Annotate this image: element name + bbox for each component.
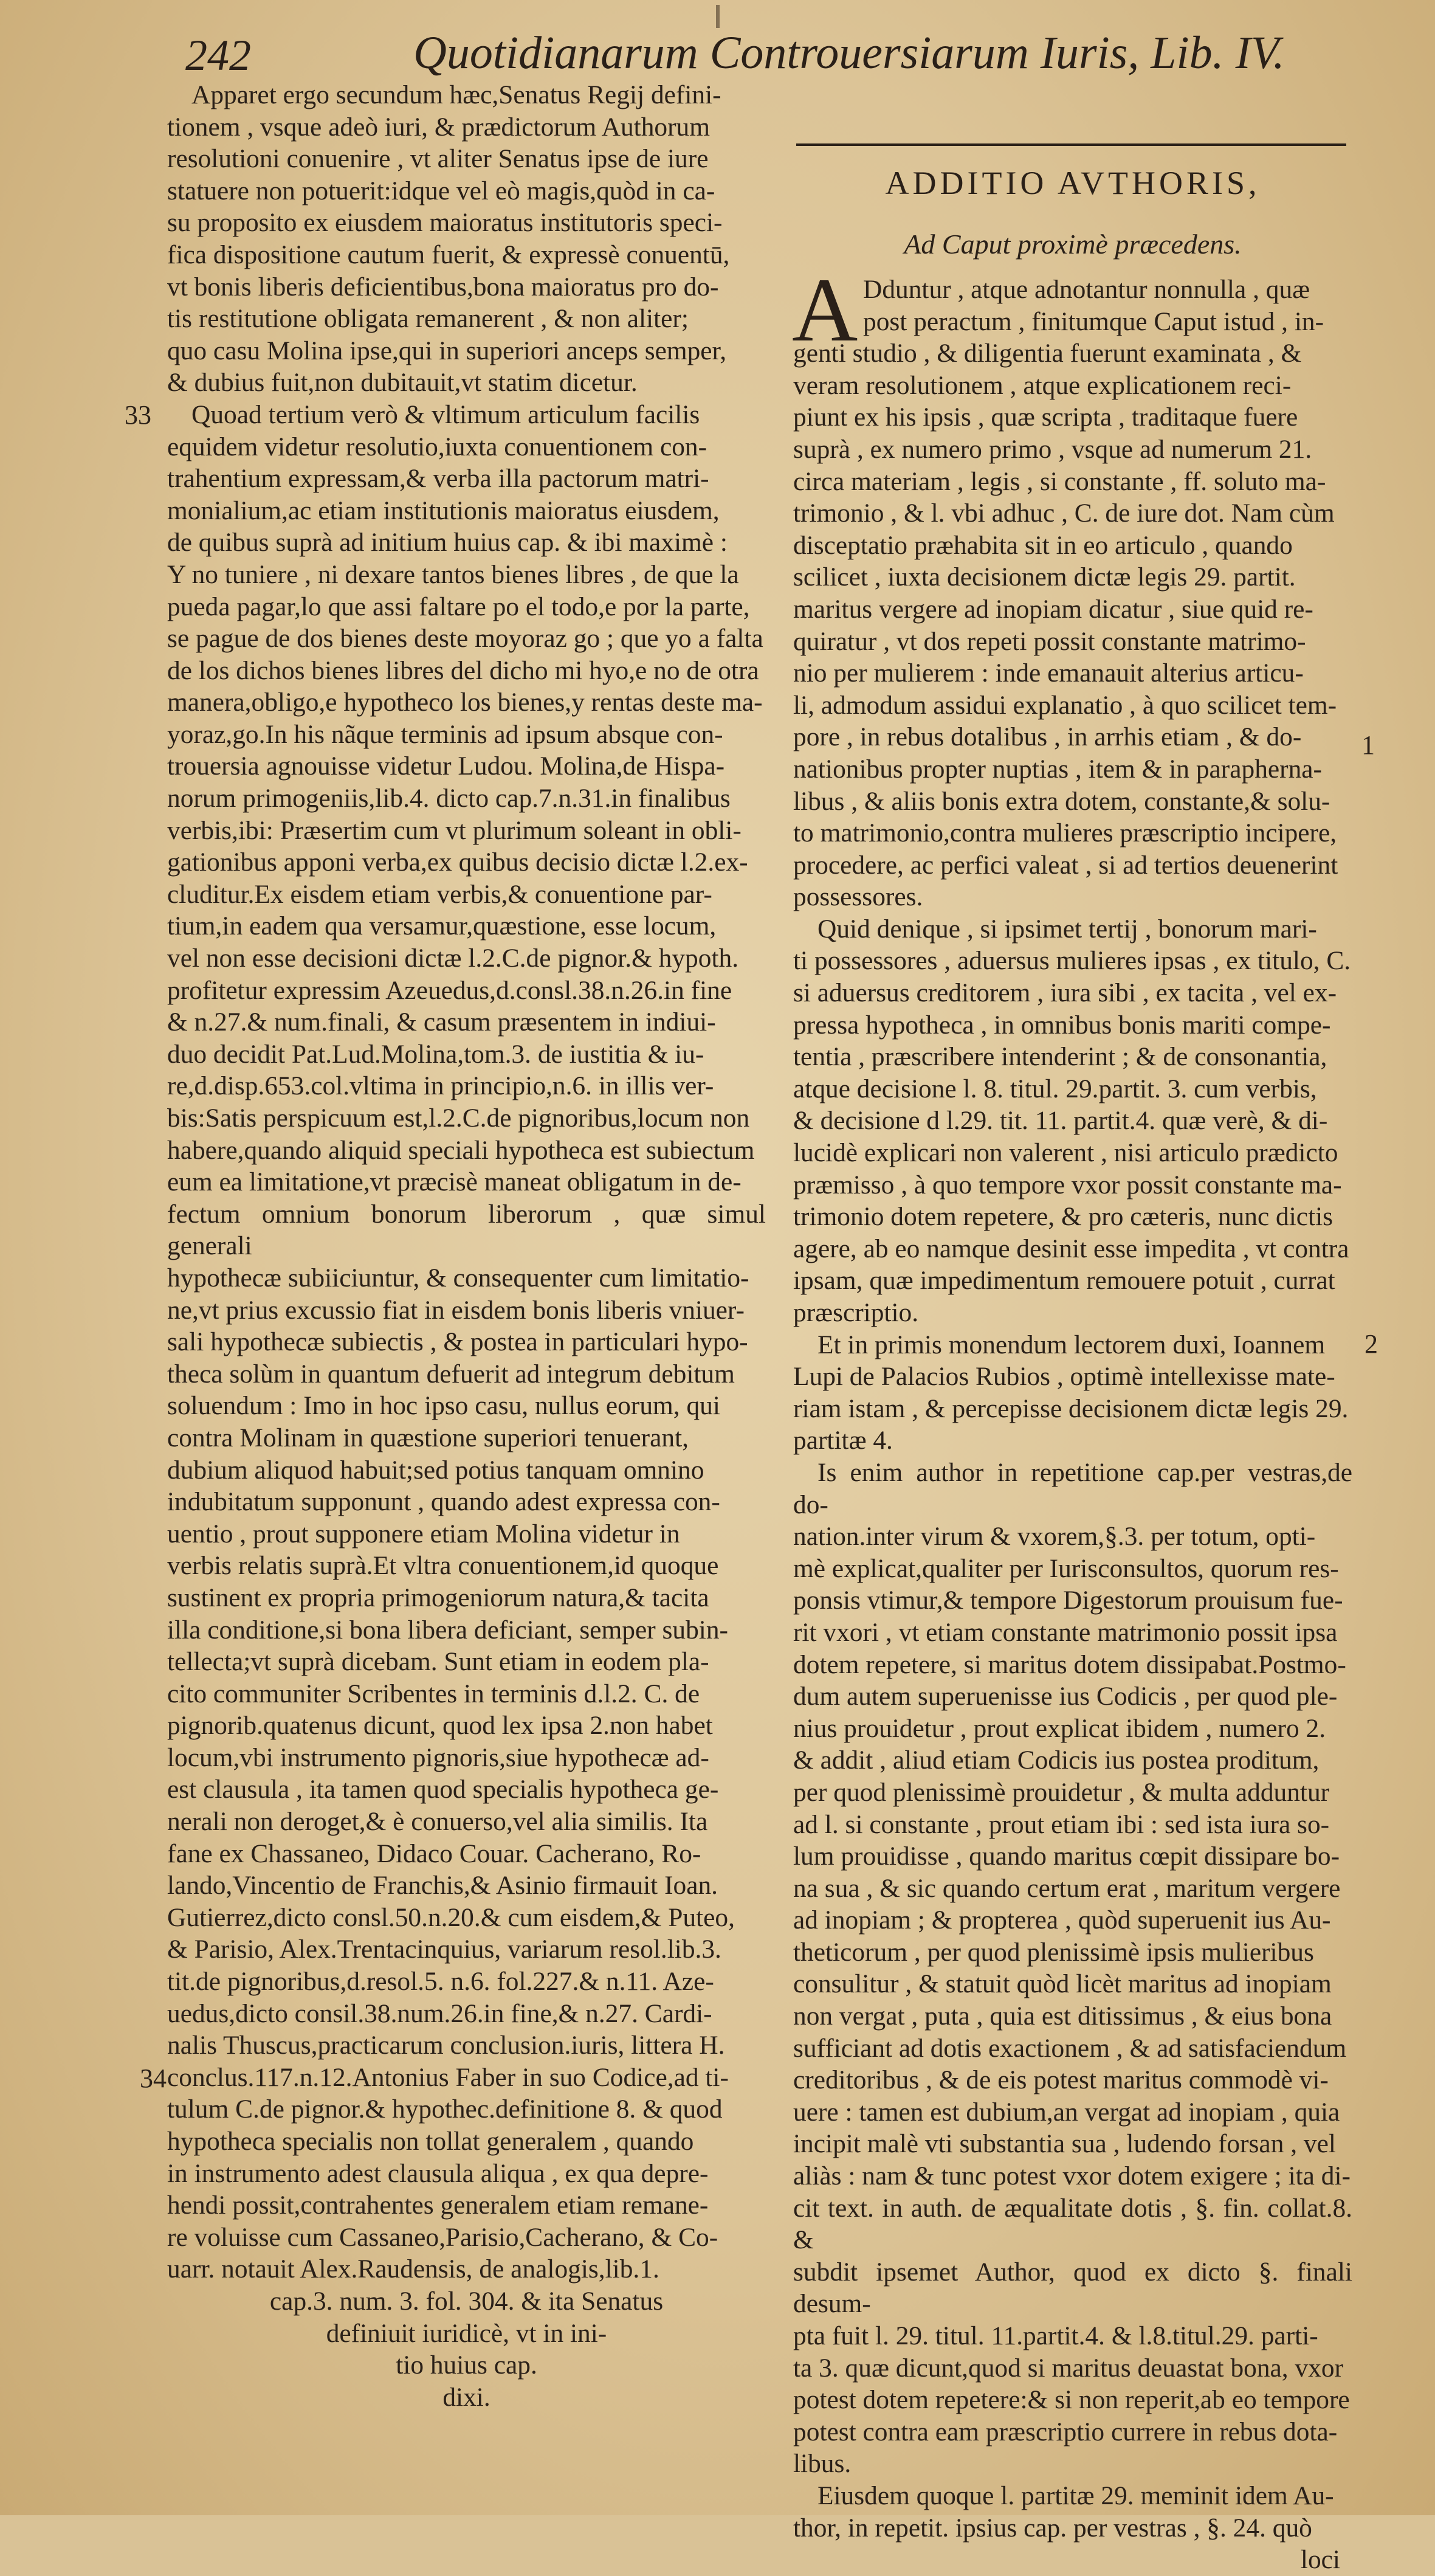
right-paragraph-1: genti studio , & diligentia fuerunt examinata , & veram resolutionem , atque explicationem reci- piunt ex his ipsis , quæ scripta , traditaque fuere suprà , ex numero primo , vsque ad numerum 21. circa materiam , legis , si constante , ff. soluto ma- trimonio , & l. vbi adhuc , C. de iure dot. Nam cùm disceptatio præhabita sit in eo articulo , quando scilicet , iuxta decisionem dictæ legis 29. partit. maritus vergere ad inopiam dicatur , siue quid re- quiratur , vt dos repeti possit constante matrimo- nio per mulierem : inde emanauit alterius articu- li, admodum assidui explanatio , à quo scilicet tem- pore , in rebus dotalibus , in arrhis etiam , & do- nationibus propter nuptias , item & in paraphernа- libus , & aliis bonis extra dotem, constante,& solu- to matrimonio,contra mulieres præscriptio incipere, procedere, ac perfici valeat , si ad tertios deuenerint possessores. [793,339,1338,912]
section-subtitle: Ad Caput proximè præcedens. [904,229,1242,260]
left-closing-line-2: definiuit iuridicè, vt in ini- [326,2318,607,2348]
drop-cap: A [792,260,858,361]
right-second-line: post peractum , finitumque Caput istud , in- [863,306,1324,336]
left-closing-line-4: dixi. [442,2382,490,2412]
margin-number-33: 33 [125,400,151,430]
right-first-line: Dduntur , atque adnotantur nonnulla , quæ [863,275,1310,304]
left-paragraph-1: Apparet ergo secundum hæc,Senatus Regij defini- tionem , vsque adeò iuri, & prædictorum Authorum resolutioni conuenire , vt aliter Senatus ipse de iure statuere non potuerit:idque vel eò magis,quòd in ca- su proposito ex eiusdem maioratus institutoris speci- fica dispositione cautum fuerit, & expressè conuentū, vt bonis liberis deficientibus,bona maioratus pro do- tis restitutione obligata remanerent , & non aliter; quo casu Molina ipse,qui in superiori anceps semper, & dubius fuit,non dubitauit,vt statim dicetur. [167,80,730,398]
right-paragraph-4: Is enim author in repetitione cap.per vestras,de do- nation.inter virum & vxorem,§.3. per totum, opti- mè explicat,qualiter per Iurisconsultos, quorum res- ponsis vtimur,& tempore Digestorum prouisum fue- rit vxori , vt etiam constante matrimonio possit ipsa dotem repetere, si maritus dotem dissipabat.Postmo- dum autem superuenisse ius Codicis , per quod ple- nius prouidetur , prout explicat ibidem , numero 2. & addit , aliud etiam Codicis ius postea proditum, per quod plenissimè prouidetur , & multa adduntur ad l. si constante , prout etiam ibi : sed ista iura so- lum prouidisse , quando maritus cœpit dissipare bo- na sua , & sic quando certum erat , maritum vergere ad inopiam ; & propterea , quòd superuenit ius Au- theticorum , per quod plenissimè ipsis mulieribus consulitur , & statuit quòd licèt maritus ad inopiam non vergat , puta , quia est ditissimus , & eius bona sufficiant ad dotis exactionem , & ad satisfaciendum creditoribus , & de eis potest maritus commodè vi- uere : tamen est dubium,an vergat ad inopiam , quia incipit malè vti substantia sua , ludendo forsan , vel aliàs : nam & tunc potest vxor dotem exigere ; ita di- cit text. in auth. de æqualitate dotis , §. fin. collat.8. & subdit ipsemet Author, quod ex dicto §. finali desum- pta fuit l. 29. titul. 11.partit.4. & l.8.titul.29. parti- ta 3. quæ dicunt,quod si maritus deuastat bona, vxor potest dotem repetere:& si non reperit,ab eo tempore potest contra eam præscriptio currere in rebus dota- libus. [793,1457,1352,2479]
right-paragraph-3: Et in primis monendum lectorem duxi, Ioannem Lupi de Palacios Rubios , optimè intellexisse mate- riam istam , & percepisse decisionem dictæ legis 29. partitæ 4. [793,1330,1349,1455]
left-closing-line-1: cap.3. num. 3. fol. 304. & ita Senatus [269,2286,664,2316]
page-number: 242 [185,31,251,80]
running-title: Quotidianarum Controuersiarum Iuris, Lib. IV. [413,27,1285,78]
left-column [167,79,766,2413]
left-closing-line-3: tio huius cap. [396,2350,537,2380]
section-title: ADDITIO AVTHORIS, [885,165,1261,201]
binding-mark [716,5,720,28]
left-paragraph-2: Quoad tertium verò & vltimum articulum facilis equidem videtur resolutio,iuxta conuentionem con- trahentium expressam,& verba illa pactorum matri- monialium,ac etiam institutionis maioratus eiusdem, de quibus suprà ad initium huius cap. & ibi maximè : Y no tuniere , ni dexare tantos bienes libres , de que la pueda pagar,lo que assi faltare po el todo,e por la parte, se pague de dos bienes deste moyoraz go ; que yo a falta de los dichos bienes libres del dicho mi hyo,e no de otra manera,obligo,e hypotheco los bienes,y rentas deste ma- yoraz,go.In his nãque terminis ad ipsum absque con- trouersia agnouisse videtur Ludou. Molina,de Hispa- norum primogeniis,lib.4. dicto cap.7.n.31.in finalibus verbis,ibi: Præsertim cum vt plurimum soleant in obli- gationibus apponi verba,ex quibus decisio dictæ l.2.ex- cluditur.Ex eisdem etiam verbis,& conuentione par- tium,in eadem qua versamur,quæstione, esse locum, vel non esse decisioni dictæ l.2.C.de pignor.& hypoth. profitetur expressim Azeuedus,d.consl.38.n.26.in fine & n.27.& num.finali, & casum præsentem in indiui- duo decidit Pat.Lud.Molina,tom.3. de iustitia & iu- re,d.disp.653.col.vltima in principio,n.6. in illis ver- bis:Satis perspicuum est,l.2.C.de pignoribus,locum non habere,quando aliquid speciali hypotheca est subiectum eum ea limitatione,vt præcisè maneat obligatum in de- fectum omnium bonorum liberorum , quæ simul generali hypothecæ subiiciuntur, & consequenter cum limitatio- ne,vt prius excussio fiat in eisdem bonis liberis vniuer- sali hypothecæ subiectis , & postea in particulari hypo- theca solùm in quantum defuerit ad integrum debitum soluendum : Imo in hoc ipso casu, nullus eorum, qui contra Molinam in quæstione superiori tenuerant, dubium aliquod habuit;sed potius tanquam omnino indubitatum supponunt , quando adest expressa con- uentio , prout supponere etiam Molina videtur in verbis relatis suprà.Et vltra conuentionem,id quoque sustinent ex propria primogeniorum natura,& tacita illa conditione,si bona libera deficiant, semper subin- tellecta;vt suprà dicebam. Sunt etiam in eodem pla- cito communiter Scribentes in terminis d.l.2. C. de [167,399,766,1708]
margin-number-1: 1 [1361,730,1375,760]
margin-number-2: 2 [1364,1329,1378,1359]
catchword: loci [1300,2545,1340,2575]
right-paragraph-5: Eiusdem quoque l. partitæ 29. meminit idem Au- thor, in repetit. ipsius cap. per vestras , §. 24. quò [793,2481,1334,2543]
right-paragraph-2: Quid denique , si ipsimet tertij , bonorum mari- ti possessores , aduersus mulieres ipsas , ex titulo, C. si aduersus creditorem , iura sibi , ex tacita , vel ex- pressa hypotheca , in omnibus bonis mariti compe- tentia , præscribere intenderint ; & de consonantia, atque decisione l. 8. titul. 29.partit. 3. cum verbis, & decisione d l.29. tit. 11. partit.4. quæ verè, & di- lucidè explicari non valerent , nisi articulo prædicto præmisso , à quo tempore vxor possit constante ma- trimonio dotem repetere, & pro cæteris, nunc dictis agere, ab eo namque desinit esse impedita , vt contra ipsam, quæ impedimentum remouere potuit , currat præscriptio. [793,914,1351,1327]
margin-number-34: 34 [140,2063,167,2093]
running-head [152,27,1337,85]
left-paragraph-3: pignorib.quatenus dicunt, quod lex ipsa 2.non habet locum,vbi instrumento pignoris,siue hypothecæ ad- est clausula , ita tamen quod specialis hypotheca ge- nerali non deroget,& è conuerso,vel alia similis. Ita fane ex Chassaneo, Didaco Couar. Cacherano, Ro- lando,Vincentio de Franchis,& Asinio firmauit Ioan. Gutierrez,dicto consl.50.n.20.& cum eisdem,& Puteo, & Parisio, Alex.Trentacinquius, variarum resol.lib.3. tit.de pignoribus,d.resol.5. n.6. fol.227.& n.11. Aze- uedus,dicto consil.38.num.26.in fine,& n.27. Cardi- nalis Thuscus,practicarum conclusion.iuris, littera H. conclus.117.n.12.Antonius Faber in suo Codice,ad ti- tulum C.de pignor.& hypothec.definitione 8. & quod hypotheca specialis non tollat generalem , quando in instrumento adest clausula aliqua , ex qua depre- hendi possit,contrahentes generalem etiam remane- re voluisse cum Cassaneo,Parisio,Cacherano, & Co- uarr. notauit Alex.Raudensis, de analogis,lib.1. [167,1711,735,2284]
section-rule [796,143,1346,146]
right-column [793,274,1352,2576]
